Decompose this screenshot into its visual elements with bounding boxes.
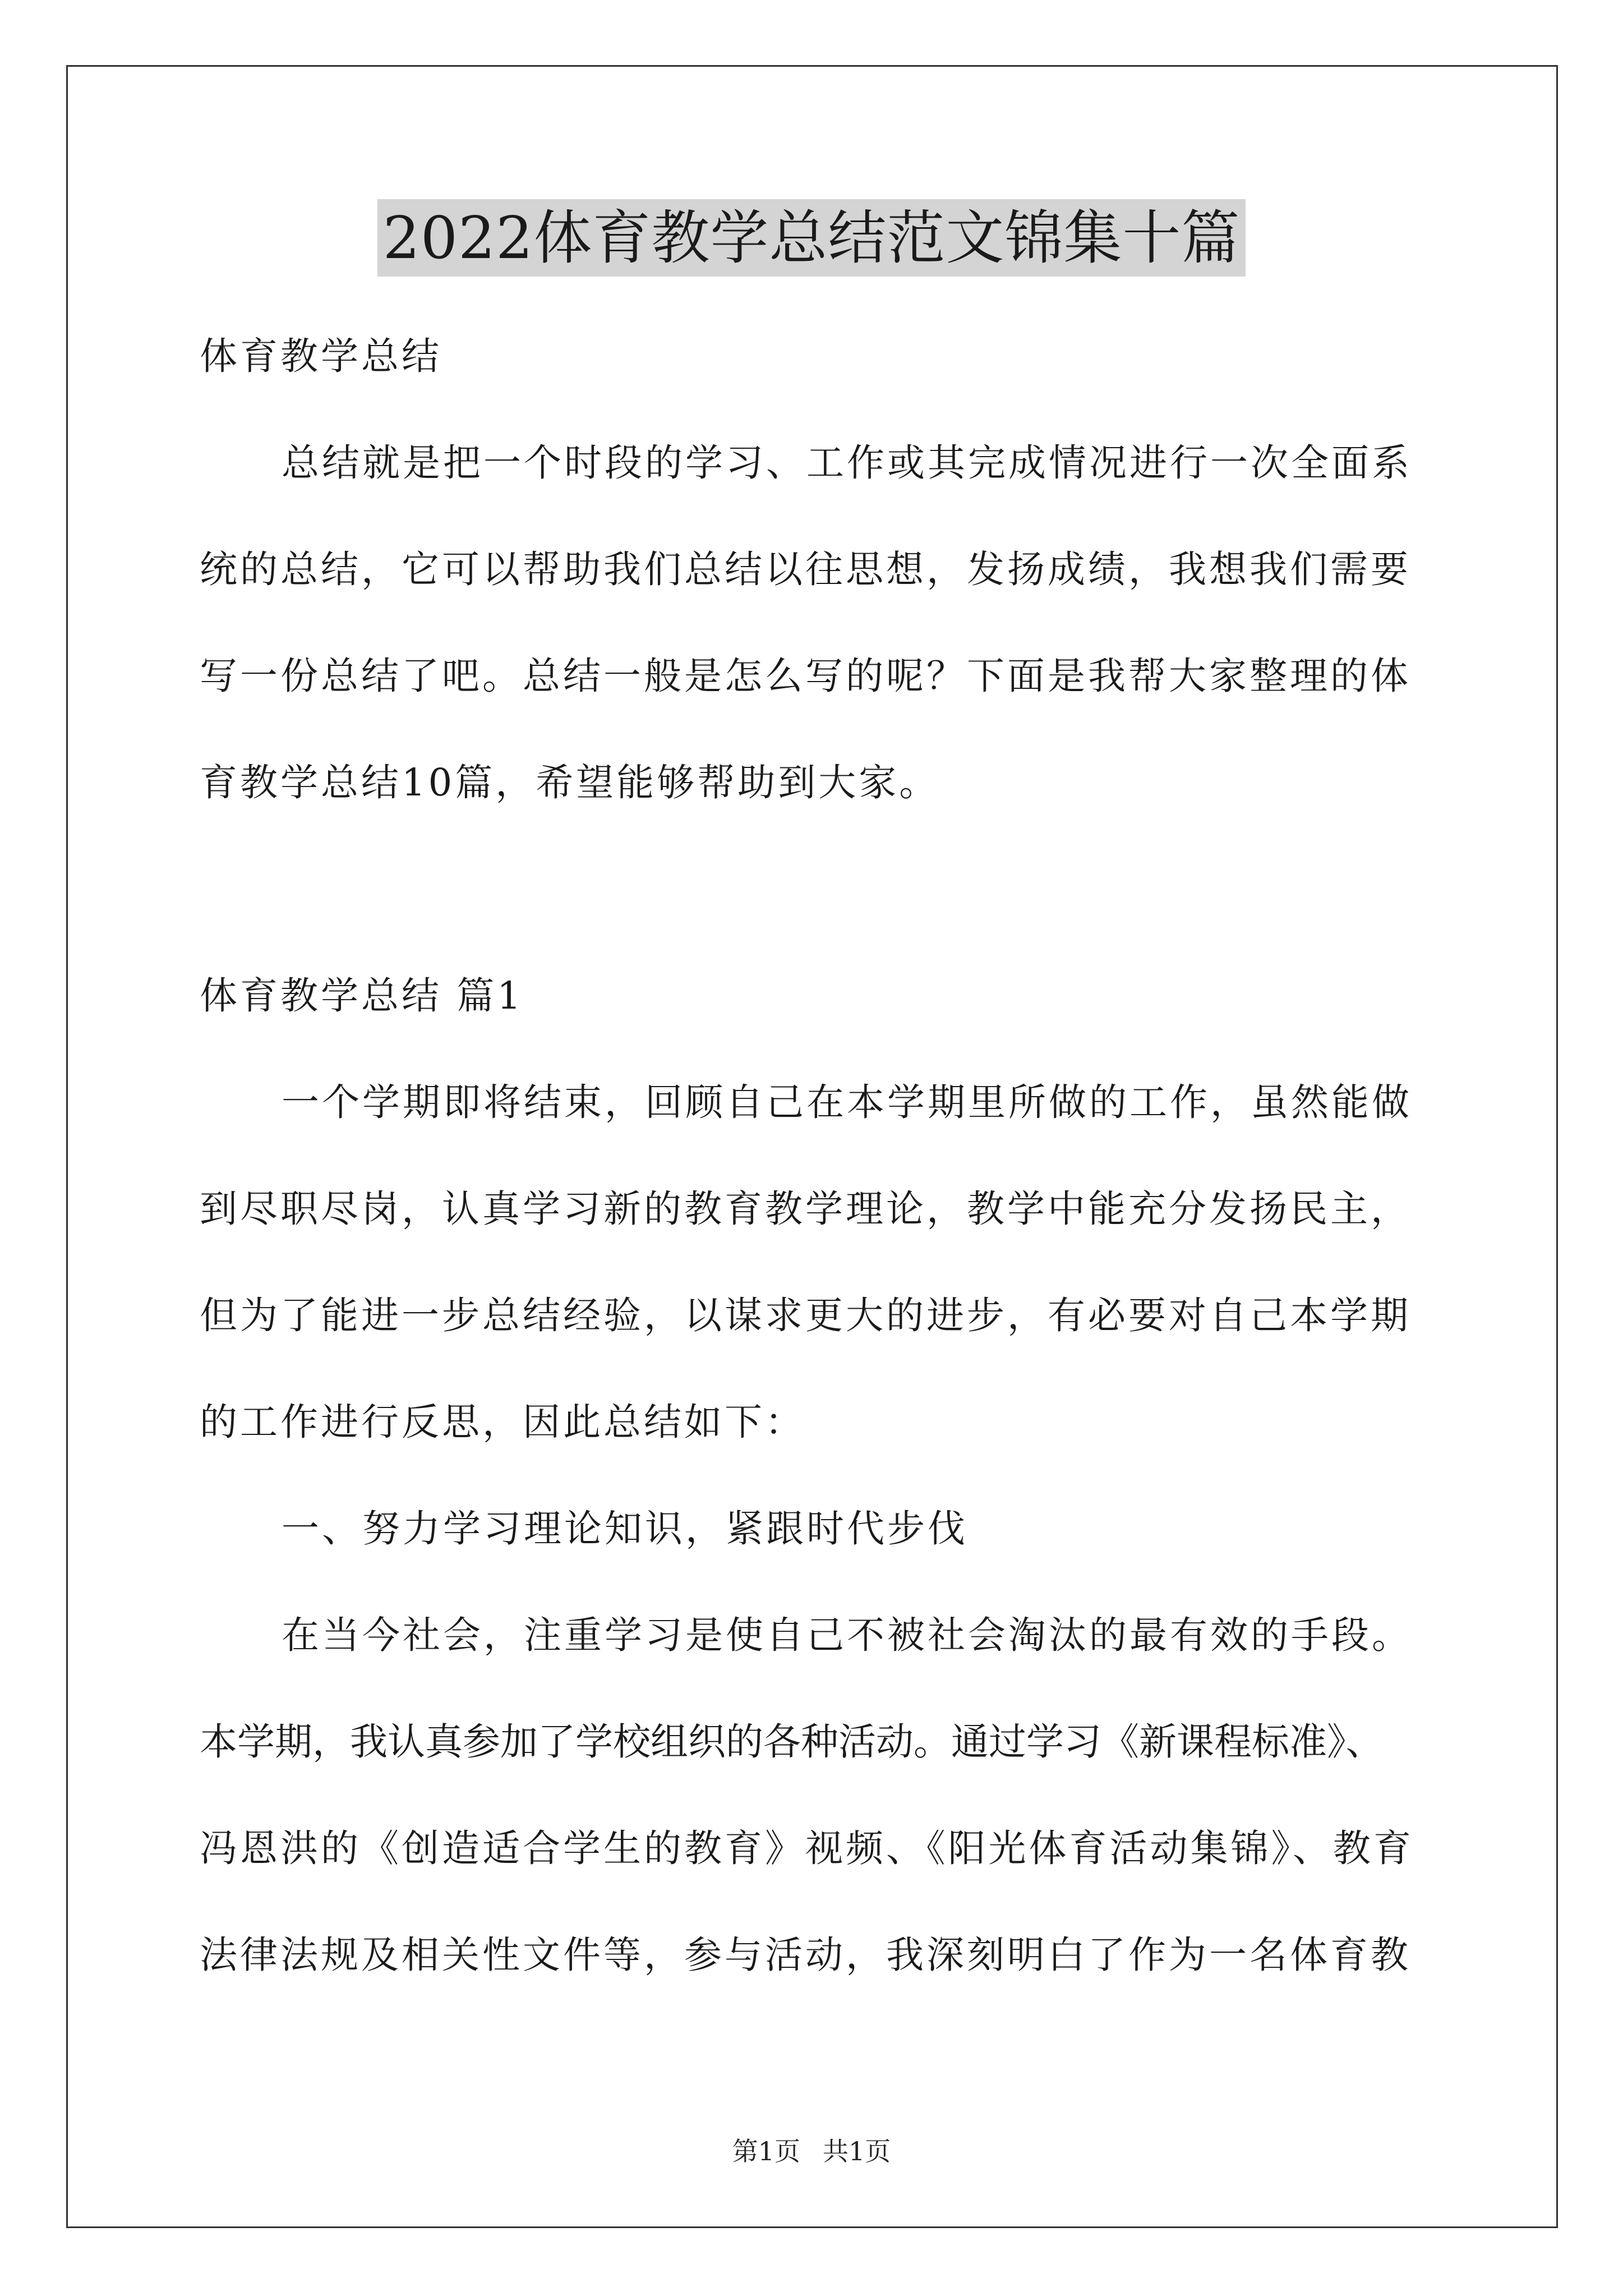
page-footer — [0, 2132, 1623, 2171]
blank-line — [200, 836, 1456, 942]
document-body — [200, 303, 1456, 2008]
paragraph-line: 一个学期即将结束，回顾自己在本学期里所做的工作，虽然能做 — [282, 1080, 1412, 1124]
paragraph-line: 到尽职尽岗，认真学习新的教育教学理论，教学中能充分发扬民主， — [200, 1187, 1411, 1231]
paragraph-line: 总结就是把一个时段的学习、工作或其完成情况进行一次全面系 — [282, 441, 1412, 485]
paragraph-line: 法律法规及相关性文件等，参与活动，我深刻明白了作为一名体育教 — [200, 1933, 1411, 1977]
title-area — [0, 199, 1623, 277]
section-heading: 体育教学总结 篇1 — [200, 974, 524, 1018]
paragraph-line: 在当今社会，注重学习是使自己不被社会淘汰的最有效的手段。 — [282, 1613, 1412, 1657]
paragraph-line: 的工作进行反思，因此总结如下： — [200, 1400, 805, 1444]
page-number: 第1页 — [732, 2136, 800, 2166]
paragraph-line: 写一份总结了吧。总结一般是怎么写的呢？下面是我帮大家整理的体 — [200, 654, 1411, 698]
paragraph-line: 冯恩洪的《创造适合学生的教育》视频、《阳光体育活动集锦》、教育 — [200, 1826, 1414, 1870]
paragraph-line: 但为了能进一步总结经验，以谋求更大的进步，有必要对自己本学期 — [200, 1294, 1411, 1337]
section-heading: 体育教学总结 — [200, 334, 442, 378]
paragraph-line: 育教学总结10篇，希望能够帮助到大家。 — [200, 761, 940, 804]
paragraph-line: 本学期，我认真参加了学校组织的各种活动。通过学习《新课程标准》、 — [200, 1720, 1384, 1764]
subsection-heading: 一、努力学习理论知识，紧跟时代步伐 — [282, 1507, 968, 1550]
document-title: 2022体育教学总结范文锦集十篇 — [377, 199, 1246, 277]
paragraph-line: 统的总结，它可以帮助我们总结以往思想，发扬成绩，我想我们需要 — [200, 547, 1411, 591]
page-total: 共1页 — [823, 2136, 891, 2166]
